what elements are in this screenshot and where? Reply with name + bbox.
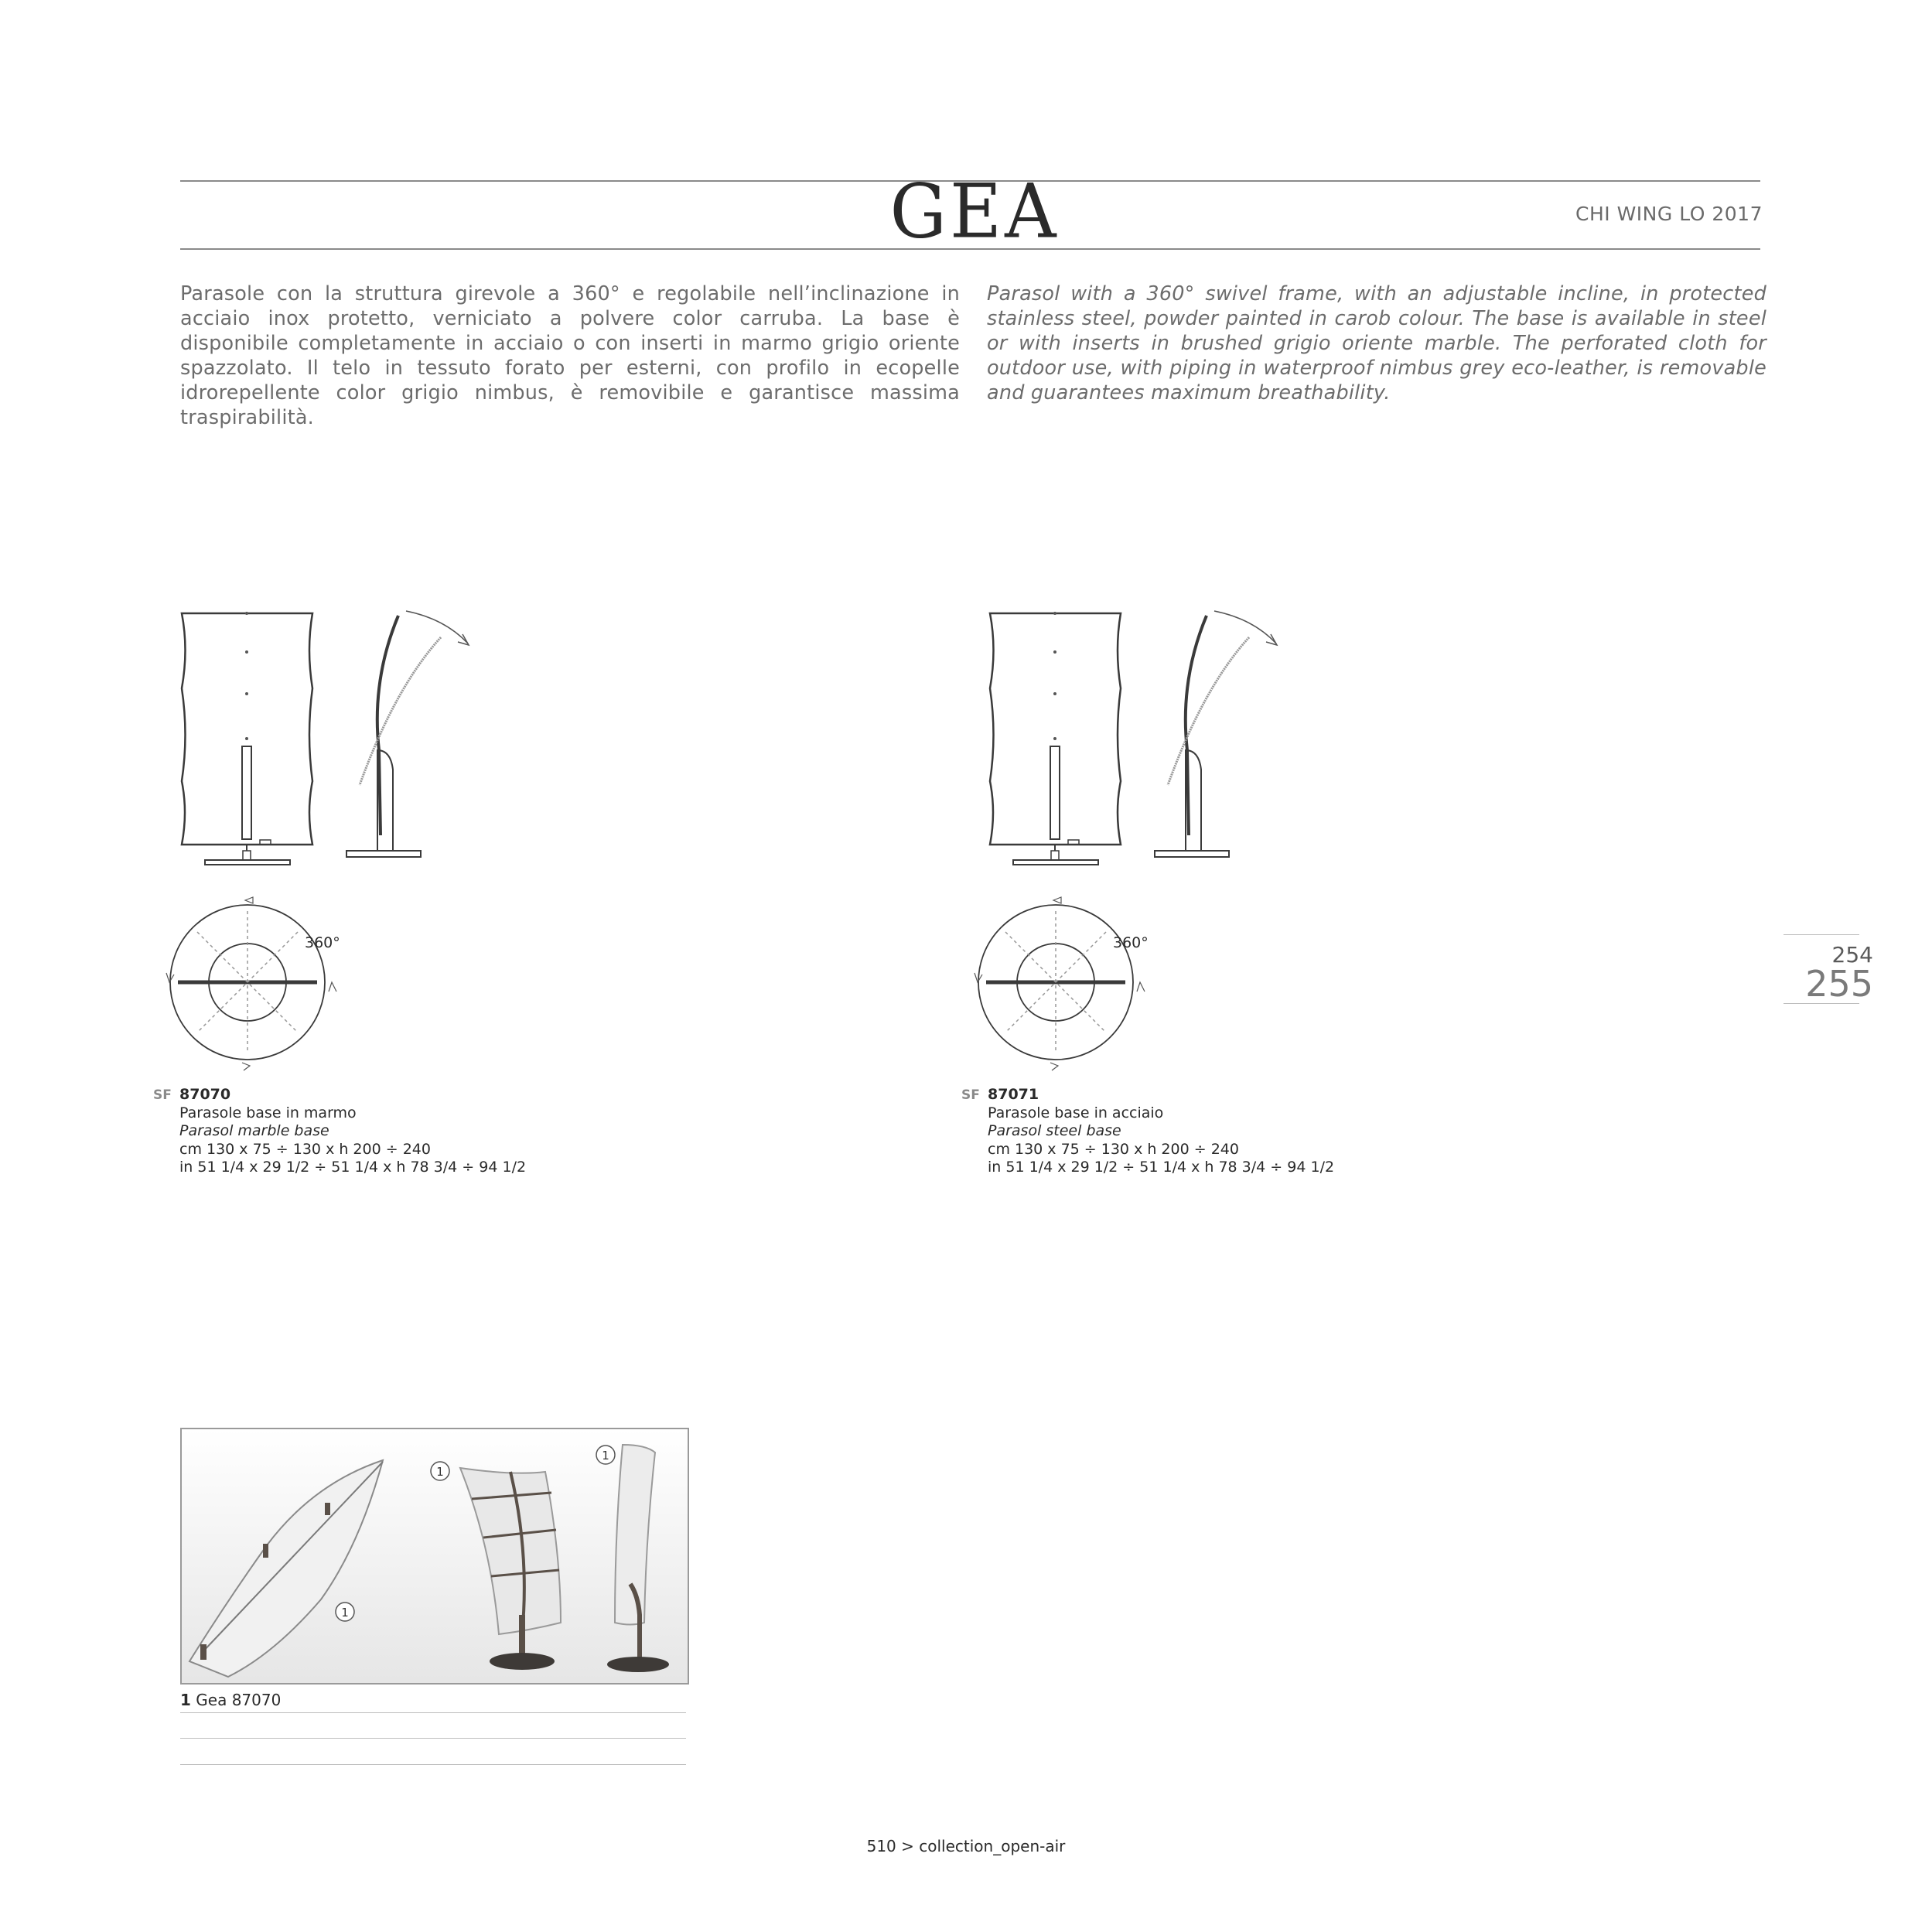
product-spec-87070 (153, 1086, 527, 1177)
photo-callout: 1 (602, 1449, 609, 1463)
caption-rule-3 (180, 1764, 686, 1765)
product-tag: SF (961, 1087, 980, 1103)
rotation-diagram-87071 (967, 888, 1168, 1081)
product-code: 87070 (179, 1086, 231, 1103)
page-number-left: 254 (1831, 942, 1873, 968)
caption-rule-2 (180, 1738, 686, 1739)
photo-callout: 1 (436, 1465, 444, 1479)
caption-number: 1 (180, 1691, 191, 1709)
product-name-it: Parasole base in marmo (179, 1104, 357, 1121)
product-dims-in: in 51 1/4 x 29 1/2 ÷ 51 1/4 x h 78 3/4 ÷ 94 1/2 (988, 1159, 1335, 1176)
description-italian: Parasole con la struttura girevole a 360° e regolabile nell’inclinazione in acciaio inox protetto, verniciato a polvere color carruba. La base è disponibile completamente in acciaio o con inserti in marmo grigio oriente spazzolato. Il telo in tessuto forato per esterni, con profilo in ecopelle idrorepellente color grigio nimbus, è removibile e garantisce massima traspirabilità. (180, 282, 960, 429)
product-drawing-side-87070 (333, 603, 487, 866)
product-photo (180, 1428, 689, 1685)
page-number-rule-top (1784, 934, 1859, 935)
product-dims-cm: cm 130 x 75 ÷ 130 x h 200 ÷ 240 (179, 1140, 431, 1158)
product-name-it: Parasole base in acciaio (988, 1104, 1164, 1121)
product-dims-in: in 51 1/4 x 29 1/2 ÷ 51 1/4 x h 78 3/4 ÷ 94 1/2 (179, 1159, 527, 1176)
rotation-label-87070: 360° (305, 934, 340, 951)
caption-rule-1 (180, 1712, 686, 1713)
rotation-label-87071: 360° (1113, 934, 1149, 951)
page-number-rule-bottom (1784, 1003, 1859, 1004)
rotation-diagram-87070 (159, 888, 360, 1081)
page-number-right: 255 (1805, 963, 1873, 1005)
photo-caption (180, 1691, 281, 1709)
product-spec-87071 (961, 1086, 1335, 1177)
caption-text: Gea 87070 (196, 1691, 282, 1709)
designer-credit: CHI WING LO 2017 (1575, 203, 1763, 225)
product-name-en: Parasol steel base (988, 1122, 1121, 1139)
product-tag: SF (153, 1087, 172, 1103)
product-code: 87071 (988, 1086, 1039, 1103)
product-dims-cm: cm 130 x 75 ÷ 130 x h 200 ÷ 240 (988, 1140, 1239, 1158)
header-bottom-rule (180, 248, 1760, 250)
product-name-en: Parasol marble base (179, 1122, 329, 1139)
page-numbers (1805, 942, 1873, 1005)
description-english: Parasol with a 360° swivel frame, with an adjustable incline, in protected stainless steel, powder painted in carob colour. The base is available in steel or with inserts in brushed grigio oriente marble. The perforated cloth for outdoor use, with piping in waterproof nimbus grey eco-leather, is removable and guarantees maximum breathability. (987, 282, 1766, 404)
photo-callout: 1 (341, 1606, 349, 1620)
product-drawing-side-87071 (1141, 603, 1295, 866)
page-footer: 510 > collection_open-air (866, 1837, 1066, 1855)
page-title: GEA (889, 168, 1060, 255)
